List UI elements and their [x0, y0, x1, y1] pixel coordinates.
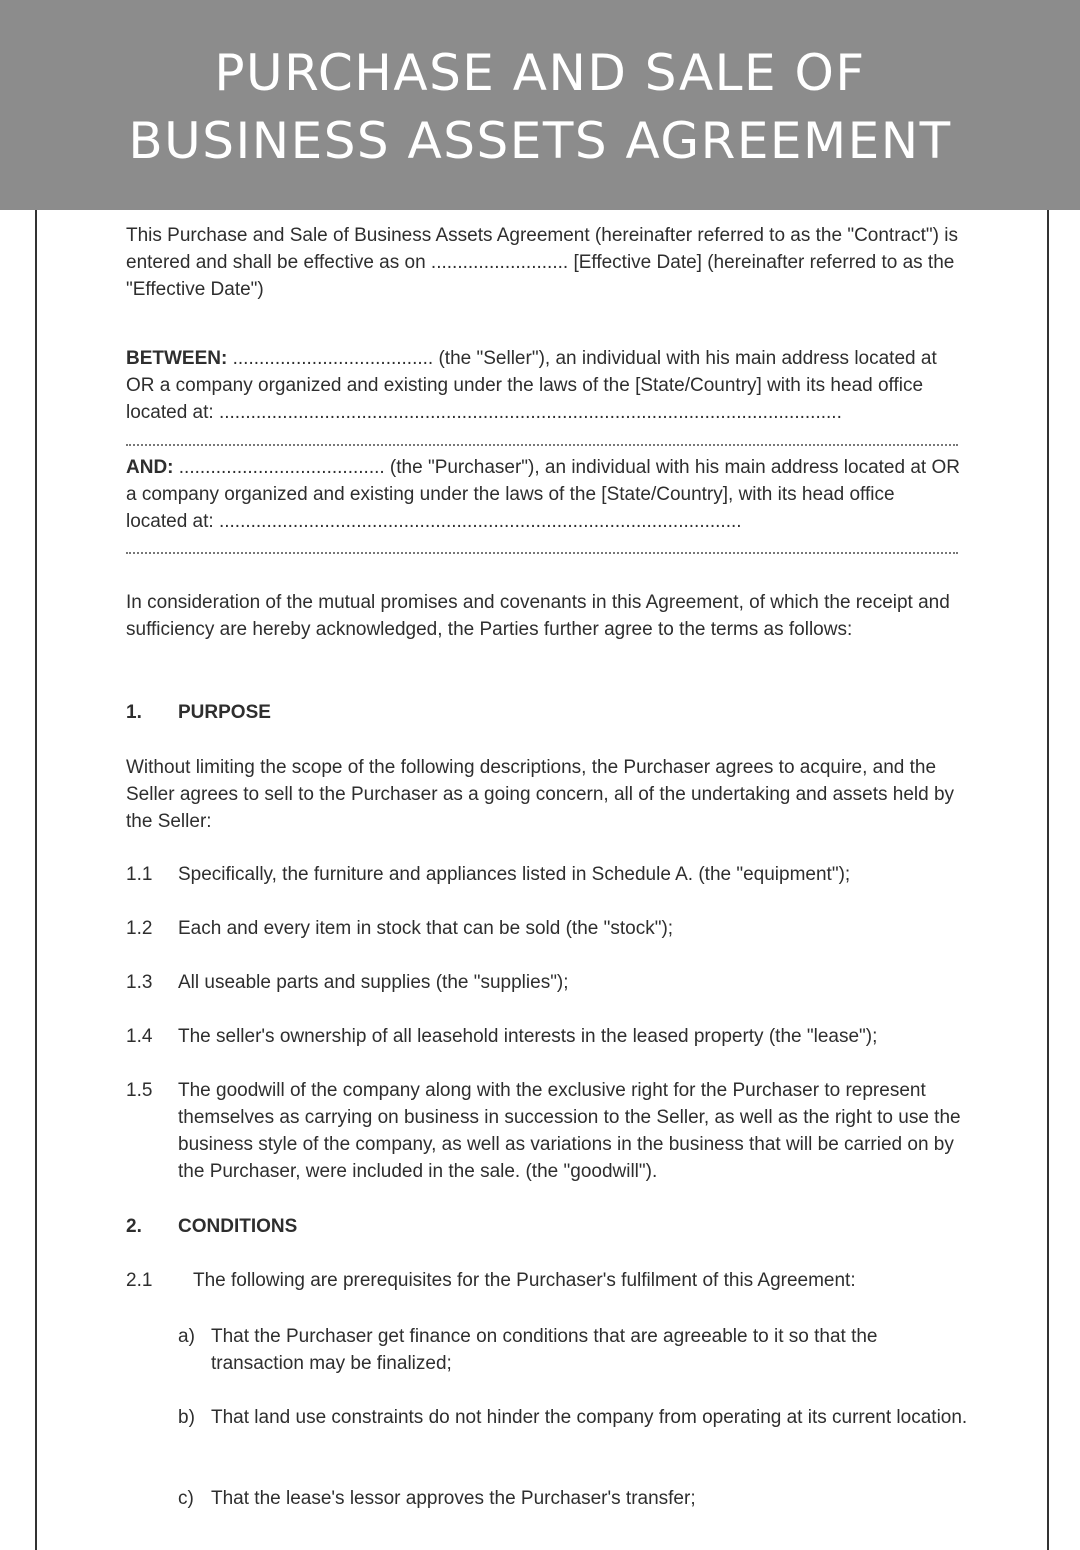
item-1-4-text: The seller's ownership of all leasehold interests in the leased property (the "lease");	[178, 1026, 878, 1047]
subitem-a-text: That the Purchaser get finance on conditions that are agreeable to it so that the transaction may be finalized;	[211, 1326, 878, 1374]
between-label: BETWEEN:	[126, 348, 228, 369]
subitem-c-letter: c)	[178, 1488, 194, 1509]
section-1-intro: Without limiting the scope of the following descriptions, the Purchaser agrees to acquire, and the Seller agrees to sell to the Purchaser as a going concern, all of the undertaking and assets held by the Seller:	[126, 757, 955, 832]
and-paragraph	[126, 454, 961, 535]
title-banner	[0, 0, 1080, 210]
section-2-number: 2.	[126, 1216, 142, 1237]
between-paragraph	[126, 345, 961, 426]
seller-address-line	[126, 444, 958, 446]
item-1-5-number: 1.5	[126, 1080, 153, 1101]
document-page	[35, 210, 1049, 1550]
section-1-title: PURPOSE	[178, 702, 271, 723]
purchaser-address-line	[126, 552, 958, 554]
consideration-paragraph: In consideration of the mutual promises and covenants in this Agreement, of which the receipt and sufficiency are hereby acknowledged, the Parties further agree to the terms as follows:	[126, 592, 950, 640]
title-line-1: PURCHASE AND SALE OF	[214, 44, 866, 102]
subitem-b-letter: b)	[178, 1407, 195, 1428]
item-1-2-text: Each and every item in stock that can be sold (the "stock");	[178, 918, 674, 939]
item-1-4-number: 1.4	[126, 1026, 153, 1047]
item-2-1-text: The following are prerequisites for the Purchaser's fulfilment of this Agreement:	[193, 1270, 856, 1291]
item-1-1-text: Specifically, the furniture and appliances listed in Schedule A. (the "equipment");	[178, 864, 851, 885]
item-1-5-text: The goodwill of the company along with the exclusive right for the Purchaser to represent themselves as carrying on business in succession to the Seller, as well as the right to use the business style of the company, as well as variations in the business that will be carried on by the Purchaser, were included in the sale. (the "goodwill").	[178, 1080, 961, 1182]
subitem-c-text: That the lease's lessor approves the Purchaser's transfer;	[211, 1488, 696, 1509]
item-1-1-number: 1.1	[126, 864, 153, 885]
item-2-1-number: 2.1	[126, 1270, 153, 1291]
item-1-3-text: All useable parts and supplies (the "supplies");	[178, 972, 569, 993]
subitem-a-letter: a)	[178, 1326, 195, 1347]
between-text: ...................................... (the "Seller"), an individual with his main address located at OR a company organized and existing under the laws of the [State/Country] with its head office located at: ......................................................................................................................	[126, 348, 937, 423]
subitem-b-text: That land use constraints do not hinder the company from operating at its current location.	[211, 1407, 968, 1428]
item-1-2-number: 1.2	[126, 918, 153, 939]
and-label: AND:	[126, 457, 174, 478]
item-1-3-number: 1.3	[126, 972, 153, 993]
section-2-title: CONDITIONS	[178, 1216, 298, 1237]
section-1-number: 1.	[126, 702, 142, 723]
and-text: ....................................... (the "Purchaser"), an individual with his main address located at OR a company organized and existing under the laws of the [State/Country], with its head office located at: ...................................................................................................	[126, 457, 960, 532]
title-line-2: BUSINESS ASSETS AGREEMENT	[128, 112, 952, 170]
intro-paragraph: This Purchase and Sale of Business Assets Agreement (hereinafter referred to as the "Contract") is entered and shall be effective as on .......................... [Effective Date] (hereinafter referred to as the "Effective Date")	[126, 225, 958, 300]
